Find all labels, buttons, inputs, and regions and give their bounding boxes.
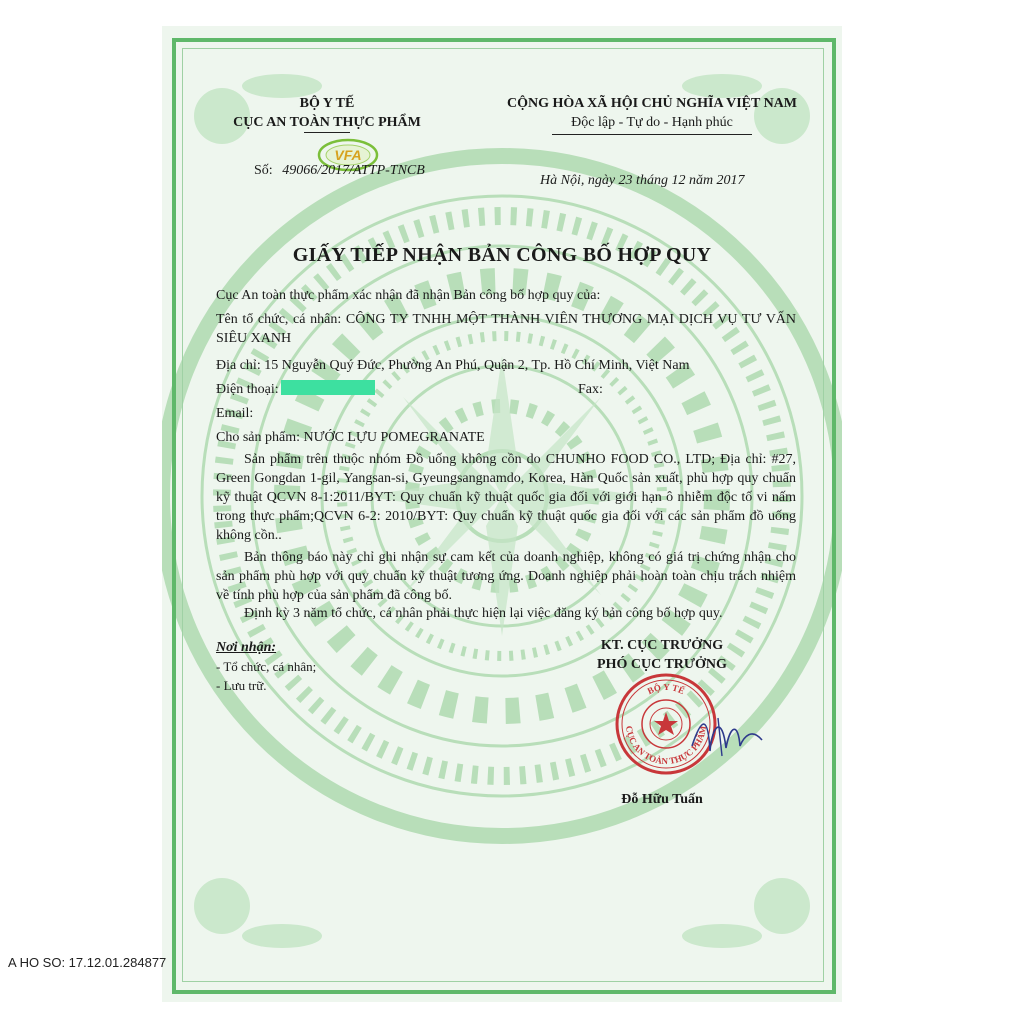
signatory-name: Đỗ Hữu Tuấn	[621, 792, 703, 807]
fax-label: Fax:	[578, 382, 603, 397]
department-name: CỤC AN TOÀN THỰC PHẨM	[233, 115, 421, 130]
recipients-block	[216, 638, 316, 695]
handwritten-signature	[682, 706, 772, 766]
phone-line	[216, 380, 796, 399]
national-motto: Độc lập - Tự do - Hạnh phúc	[571, 115, 733, 130]
notice-text: Bản thông báo này chỉ ghi nhận sự cam kết của doanh nghiệp, không có giá trị chứng nhận cho sản phẩm phù hợp với quy chuẩn kỹ thuật tương ứng. Doanh nghiệp phải hoàn toàn chịu trách nhiệm về tính phù hợp của sản phẩm đã công bố.	[216, 550, 796, 603]
header-left-rule	[304, 132, 350, 133]
signatory-title-line1: KT. CỤC TRƯỞNG	[600, 638, 724, 653]
address-value: 15 Nguyễn Quý Đức, Phường An Phú, Quận 2, Tp. Hồ Chí Minh, Việt Nam	[264, 358, 690, 373]
issue-date: Hà Nội, ngày 23 tháng 12 năm 2017	[540, 173, 745, 188]
recipient-item: - Lưu trữ.	[216, 678, 267, 693]
product-label: Cho sản phẩm:	[216, 430, 300, 445]
svg-text:VFA: VFA	[334, 147, 362, 163]
motto-rule	[552, 134, 752, 135]
periodic-text: Định kỳ 3 năm tổ chức, cá nhân phải thực hiện lại việc đăng ký bản công bố hợp quy.	[244, 606, 723, 621]
address-label: Địa chỉ:	[216, 358, 261, 373]
redacted-phone	[281, 380, 375, 395]
issuer-header	[202, 94, 452, 133]
recipients-label: Nơi nhận:	[216, 640, 277, 655]
organization-label: Tên tổ chức, cá nhân:	[216, 312, 342, 327]
signatory-title	[562, 636, 762, 674]
country-name: CỘNG HÒA XÃ HỘI CHỦ NGHĨA VIỆT NAM	[506, 96, 797, 111]
ministry-name: BỘ Y TẾ	[299, 96, 355, 111]
document-title: GIẤY TIẾP NHẬN BẢN CÔNG BỐ HỢP QUY	[292, 244, 712, 266]
phone-label: Điện thoại:	[216, 382, 279, 397]
organization-value: CÔNG TY TNHH MỘT THÀNH VIÊN THƯƠNG MẠI DỊCH VỤ TƯ VẤN SIÊU XANH	[216, 312, 797, 346]
svg-text:BỘ Y TẾ: BỘ Y TẾ	[645, 681, 687, 697]
intro-text: Cục An toàn thực phẩm xác nhận đã nhận Bản công bố hợp quy của:	[216, 288, 601, 303]
organization-line	[216, 310, 796, 348]
number-value: 49066/2017/ATTP-TNCB	[282, 163, 425, 178]
file-number-footer: A HO SO: 17.12.01.284877	[8, 955, 167, 970]
email-label: Email:	[216, 406, 254, 421]
product-description: Sản phẩm trên thuộc nhóm Đồ uống không cồn do CHUNHO FOOD CO., LTD; Địa chỉ: #27, Green Gongdan 1-gil, Yangsan-si, Gyeungsangnamdo, Korea, Hàn Quốc sản xuất, phù hợp quy chuẩn kỹ thuật QCVN 8-1:2011/BYT: Quy chuẩn kỹ thuật quốc gia đối với giới hạn ô nhiễm độc tố vi nấm trong thực phẩm;QCVN 6-2: 2010/BYT: Quy chuẩn kỹ thuật quốc gia đối với các sản phẩm đồ uống không cồn..	[216, 452, 796, 543]
product-value: NƯỚC LỰU POMEGRANATE	[303, 430, 485, 445]
address-line	[216, 356, 796, 375]
document-number	[254, 163, 425, 179]
number-label: Số:	[254, 163, 273, 178]
signatory-title-line2: PHÓ CỤC TRƯỞNG	[597, 657, 727, 672]
product-line	[216, 428, 796, 447]
svg-text:CỤC AN TOÀN THỰC PHẨM: CỤC AN TOÀN THỰC PHẨM	[623, 725, 709, 767]
state-header	[462, 94, 842, 135]
recipient-item: - Tổ chức, cá nhân;	[216, 659, 317, 674]
certificate-page	[162, 26, 842, 1002]
